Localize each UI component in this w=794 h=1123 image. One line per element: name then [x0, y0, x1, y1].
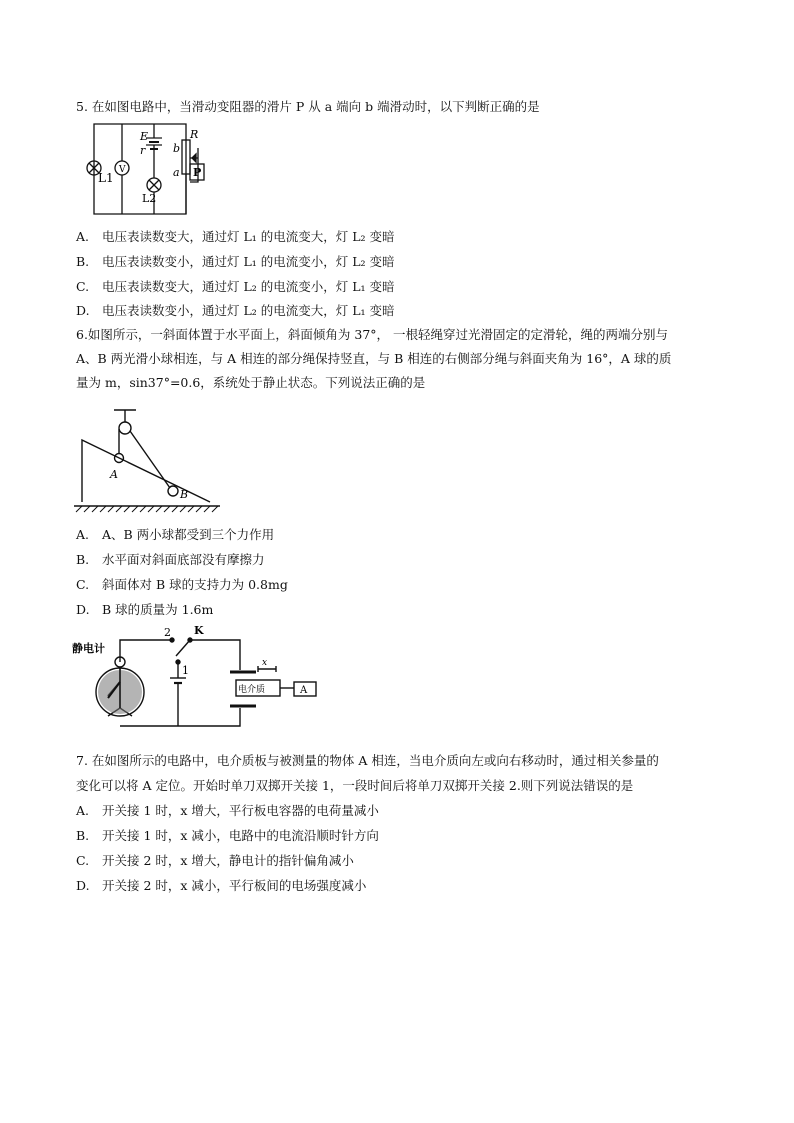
- q6-option-a: A. A、B 两小球都受到三个力作用: [76, 527, 275, 542]
- q5-option-a: A. 电压表读数变大，通过灯 L₁ 的电流变大，灯 L₂ 变暗: [76, 229, 395, 244]
- q7-stem-line-1: 7. 在如图所示的电路中，电介质板与被测量的物体 A 相连，当电介质向左或向右移动时，通过相关参量的: [76, 753, 659, 768]
- q5-label-b: b: [173, 142, 181, 155]
- q7-label-meter: 静电计: [72, 642, 105, 655]
- q6-incline-figure: [72, 404, 222, 516]
- q7-label-K: K: [194, 626, 204, 637]
- q5-label-L2: L2: [142, 192, 157, 205]
- q7-label-x: x: [262, 658, 268, 668]
- q6-stem-line-2: A、B 两光滑小球相连，与 A 相连的部分绳保持竖直，与 B 相连的右侧部分绳与斜面夹角为 16°，A 球的质: [76, 351, 672, 366]
- q7-option-d: D. 开关接 2 时，x 减小，平行板间的电场强度减小: [76, 878, 367, 893]
- q6-stem-line-3: 量为 m，sin37°=0.6，系统处于静止状态。下列说法正确的是: [76, 375, 426, 390]
- q7-label-A: A: [300, 685, 308, 696]
- q5-circuit-figure: [76, 118, 216, 220]
- q7-option-b: B. 开关接 1 时，x 减小，电路中的电流沿顺时针方向: [76, 828, 379, 843]
- q6-label-A: A: [110, 468, 118, 481]
- q6-option-c: C. 斜面体对 B 球的支持力为 0.8mg: [76, 577, 288, 592]
- q7-label-dielectric: 电介质: [238, 685, 266, 695]
- q7-label-1: 1: [182, 664, 189, 677]
- q6-option-d: D. B 球的质量为 1.6m: [76, 602, 214, 617]
- q6-option-b: B. 水平面对斜面底部没有摩擦力: [76, 552, 265, 567]
- q5-option-c: C. 电压表读数变大，通过灯 L₂ 的电流变小，灯 L₁ 变暗: [76, 279, 395, 294]
- q5-label-L1: L1: [98, 171, 114, 185]
- q5-label-P: P: [193, 166, 202, 179]
- q5-label-r: r: [140, 144, 146, 157]
- q7-stem-line-2: 变化可以将 A 定位。开始时单刀双掷开关接 1，一段时间后将单刀双掷开关接 2.则下列说法错误的是: [76, 778, 634, 793]
- q6-label-B: B: [180, 488, 189, 501]
- q7-label-2: 2: [164, 626, 171, 639]
- q5-option-b: B. 电压表读数变小，通过灯 L₁ 的电流变小，灯 L₂ 变暗: [76, 254, 395, 269]
- q7-option-c: C. 开关接 2 时，x 增大，静电计的指针偏角减小: [76, 853, 354, 868]
- q6-stem-line-1: 6.如图所示，一斜面体置于水平面上，斜面倾角为 37°， 一根轻绳穿过光滑固定的定滑轮，绳的两端分别与: [76, 327, 669, 342]
- q5-label-a: a: [173, 166, 180, 179]
- q5-label-V: V: [119, 165, 126, 175]
- q7-option-a: A. 开关接 1 时，x 增大，平行板电容器的电荷量减小: [76, 803, 379, 818]
- q7-circuit-figure: [72, 626, 332, 744]
- q5-option-d: D. 电压表读数变小，通过灯 L₂ 的电流变大，灯 L₁ 变暗: [76, 303, 395, 318]
- q5-label-E: E: [140, 130, 149, 143]
- q5-label-R: R: [190, 128, 199, 141]
- q5-stem: 5. 在如图电路中，当滑动变阻器的滑片 P 从 a 端向 b 端滑动时，以下判断正确的是: [76, 99, 540, 114]
